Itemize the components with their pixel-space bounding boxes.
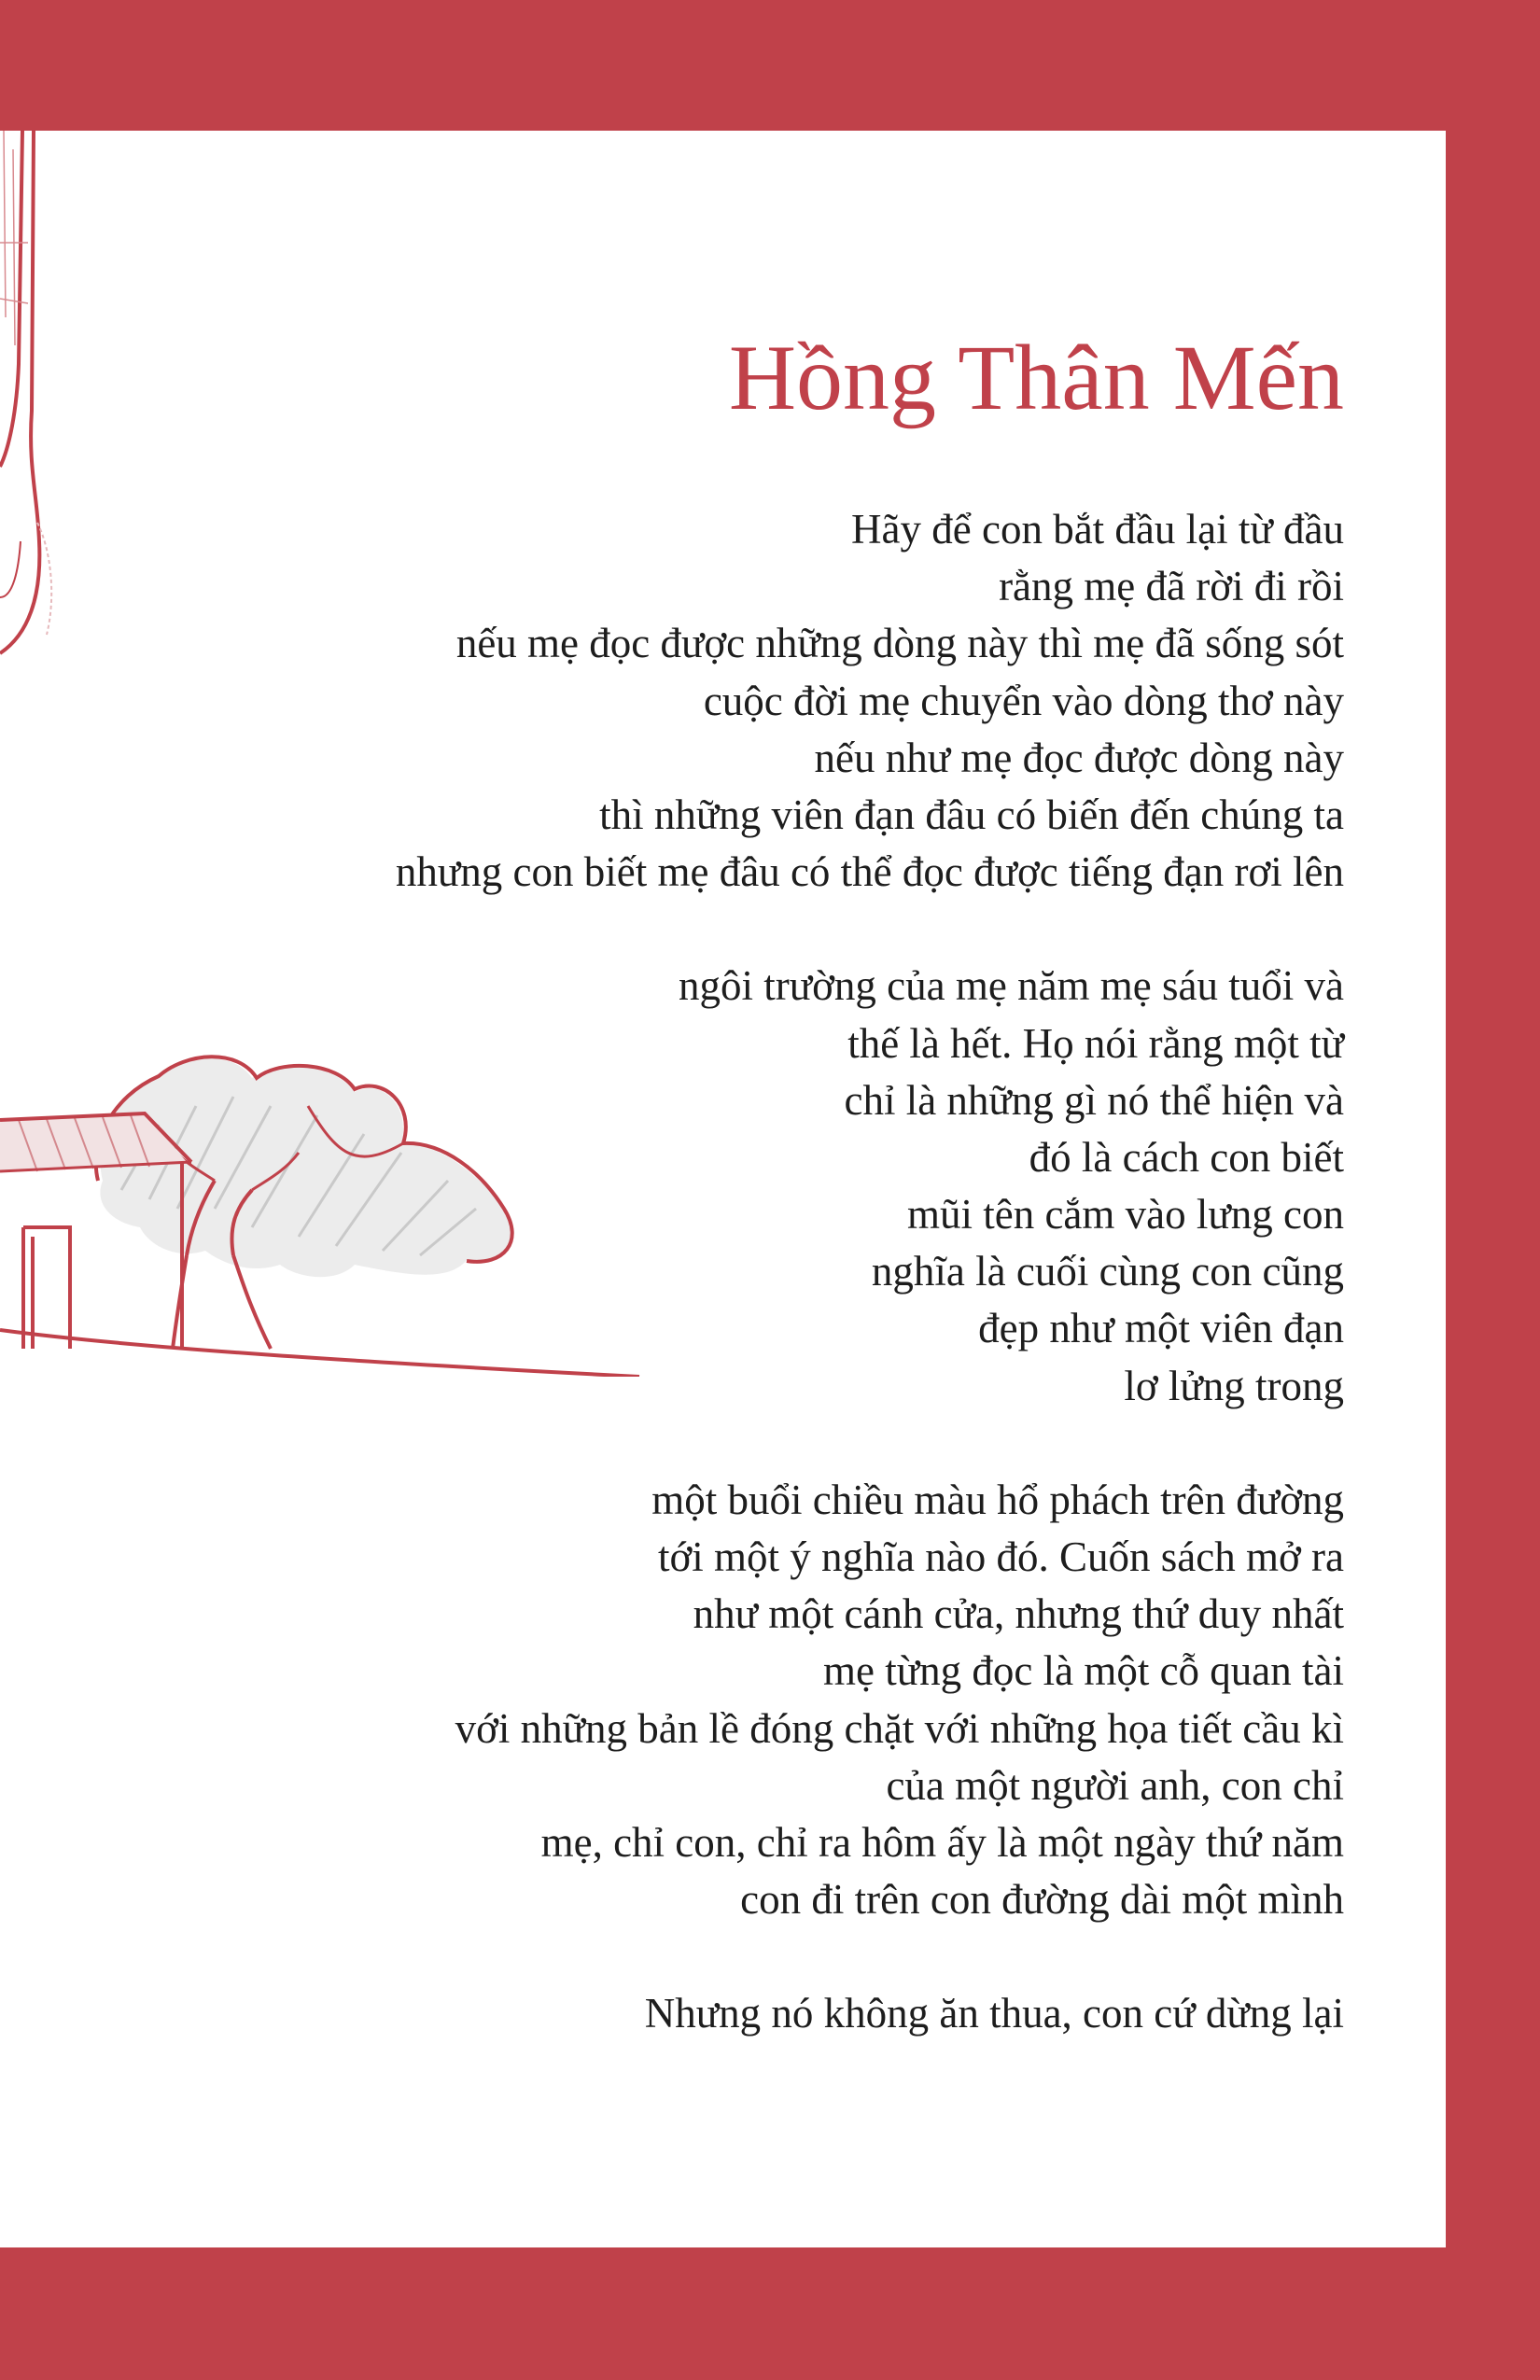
poem-line: thế là hết. Họ nói rằng một từ — [847, 1019, 1344, 1067]
poem-line: nhưng con biết mẹ đâu có thể đọc được tiếng đạn rơi lên — [395, 848, 1344, 896]
poem-page — [0, 131, 1446, 2247]
poem-line: cuộc đời mẹ chuyển vào dòng thơ này — [703, 677, 1344, 724]
poem-line: nghĩa là cuối cùng con cũng — [871, 1248, 1344, 1295]
poem-line: ngôi trường của mẹ năm mẹ sáu tuổi và — [678, 962, 1344, 1010]
poem-stanza-3 — [396, 1472, 1344, 1929]
poem-line: Nhưng nó không ăn thua, con cứ dừng lại — [644, 1990, 1344, 2037]
poem-line: của một người anh, con chỉ — [886, 1761, 1344, 1809]
poem-line: như một cánh cửa, nhưng thứ duy nhất — [693, 1590, 1344, 1638]
poem-line: một buổi chiều màu hổ phách trên đường — [651, 1476, 1344, 1523]
poem-line: với những bản lề đóng chặt với những họa tiết cầu kì — [455, 1704, 1344, 1752]
poem-line: đẹp như một viên đạn — [978, 1305, 1344, 1352]
poem-line: nếu như mẹ đọc được dòng này — [814, 734, 1344, 781]
poem-line: nếu mẹ đọc được những dòng này thì mẹ đã sống sót — [455, 620, 1344, 667]
poem-stanza-1 — [396, 501, 1344, 901]
poem-line: rằng mẹ đã rời đi rồi — [999, 563, 1344, 610]
poem-body — [396, 501, 1344, 2100]
poem-line: tới một ý nghĩa nào đó. Cuốn sách mở ra — [658, 1533, 1344, 1580]
poem-stanza-2 — [396, 958, 1344, 1415]
poem-line: Hãy để con bắt đầu lại từ đầu — [851, 506, 1344, 553]
poem-line: chỉ là những gì nó thể hiện và — [844, 1076, 1344, 1124]
poem-line: thì những viên đạn đâu có biến đến chúng ta — [599, 791, 1344, 838]
tree-sketch-illustration — [0, 131, 84, 672]
poem-line: mẹ, chỉ con, chỉ ra hôm ấy là một ngày thứ năm — [540, 1818, 1344, 1866]
poem-line: con đi trên con đường dài một mình — [740, 1876, 1344, 1924]
poem-line: lơ lửng trong — [1124, 1362, 1344, 1409]
poem-title: Hồng Thân Mến — [728, 326, 1344, 429]
poem-line: đó là cách con biết — [1029, 1133, 1344, 1181]
poem-stanza-4 — [396, 1985, 1344, 2042]
poem-line: mũi tên cắm vào lưng con — [906, 1191, 1344, 1239]
poem-line: mẹ từng đọc là một cỗ quan tài — [823, 1647, 1344, 1695]
